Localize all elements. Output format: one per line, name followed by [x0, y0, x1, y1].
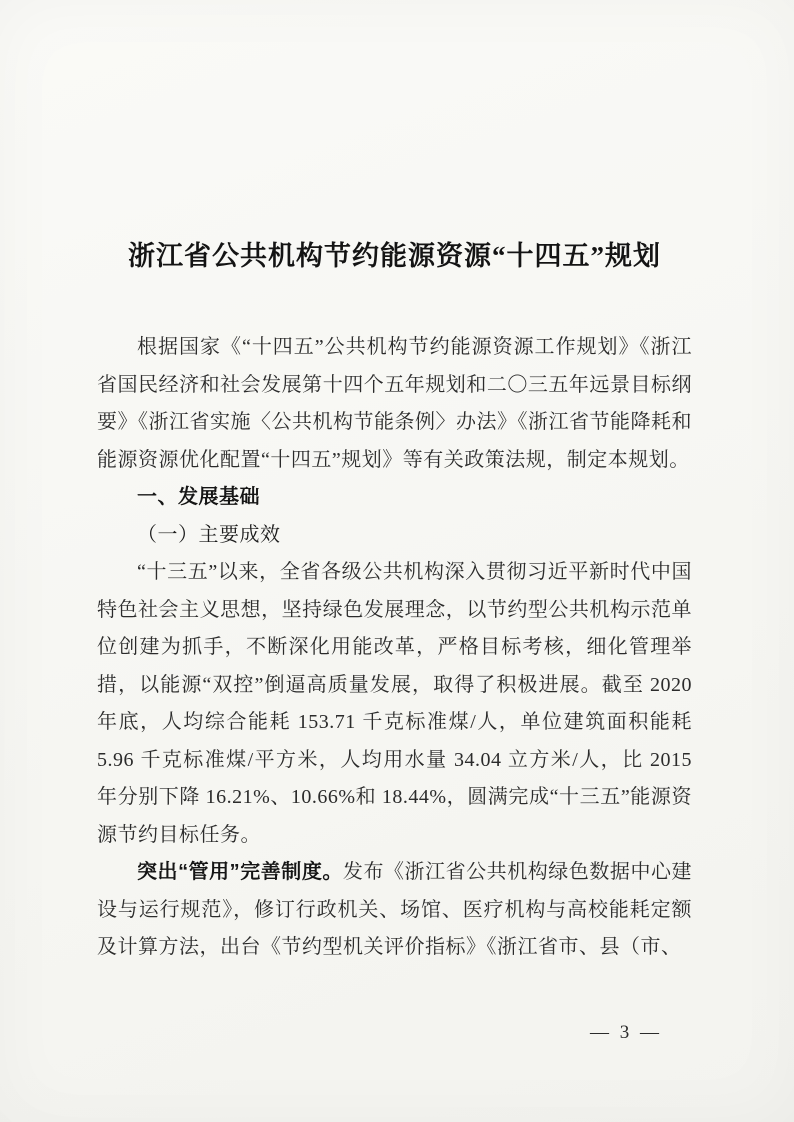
document-content [97, 0, 692, 967]
subsection-heading: （一）主要成效 [137, 523, 281, 546]
document-title: 浙江省公共机构节约能源资源“十四五”规划 [128, 241, 661, 271]
page-number: — 3 — [590, 1022, 662, 1043]
paragraph-management-body: 发布《浙江省公共机构绿色数据中心建设与运行规范》，修订行政机关、场馆、医疗机构与高校能耗定额及计算方法，出台《节约型机关评价指标》《浙江省市、县（市、 [97, 861, 693, 958]
paragraph-management [97, 854, 692, 967]
paragraph-management-lead: 突出“管用”完善制度。 [137, 861, 343, 883]
document-body [97, 329, 692, 967]
paragraph-intro: 根据国家《“十四五”公共机构节约能源资源工作规划》《浙江省国民经济和社会发展第十四个五年规划和二〇三五年远景目标纲要》《浙江省实施〈公共机构节能条例〉办法》《浙江省节能降耗和能源资源优化配置“十四五”规划》等有关政策法规，制定本规划。 [97, 336, 692, 471]
section-heading: 一、发展基础 [137, 486, 260, 508]
paragraph-achievements: “十三五”以来，全省各级公共机构深入贯彻习近平新时代中国特色社会主义思想，坚持绿色发展理念，以节约型公共机构示范单位创建为抓手，不断深化用能改革，严格目标考核，细化管理举措，以能源“双控”倒逼高质量发展，取得了积极进展。截至 2020 年底，人均综合能耗 153.71 千克标准煤/人，单位建筑面积能耗 5.96 千克标准煤/平方米，人均用水量 34.04 立方米/人，比 2015 年分别下降 16.21%、10.66%和 18.44%，圆满完成“十三五”能源资源节约目标任务。 [97, 561, 692, 846]
